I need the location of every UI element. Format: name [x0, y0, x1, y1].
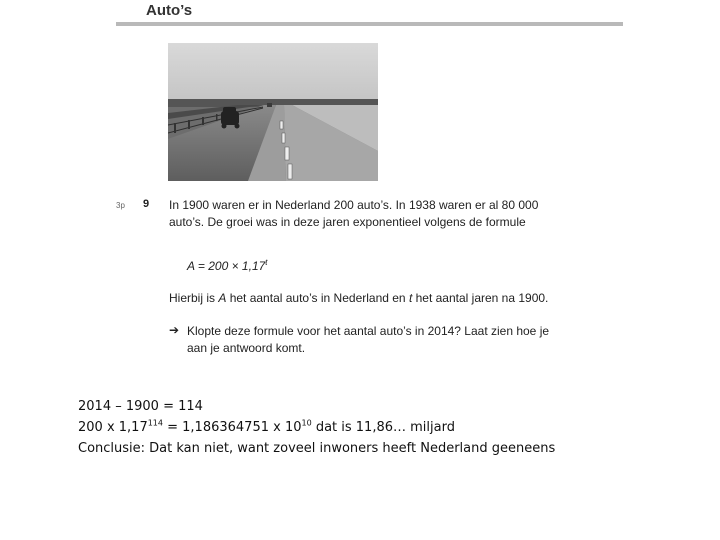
answer-line-2-part-c: dat is 11,86… miljard: [311, 420, 455, 435]
variable-explanation: [169, 291, 548, 305]
answer-line-2-part-a: 200 x 1,17: [78, 420, 148, 435]
answer-conclusion: Conclusie: Dat kan niet, want zoveel inwoners heeft Nederland geeneens: [78, 441, 556, 456]
where-middle: het aantal auto’s in Nederland en: [226, 291, 409, 305]
growth-formula: [187, 259, 268, 273]
question-task: Klopte deze formule voor het aantal auto’s in 2014? Laat zien hoe je aan je antwoord komt.: [187, 324, 550, 355]
formula-exponent: t: [265, 258, 268, 267]
answer-line-1: 2014 – 1900 = 114: [78, 399, 203, 414]
answer-exponent-2: 10: [301, 418, 312, 428]
where-variable-t: t: [408, 291, 413, 305]
question-number: 9: [143, 198, 150, 210]
question-intro: In 1900 waren er in Nederland 200 auto’s. In 1938 waren er al 80 000 auto’s. De groei was in deze jaren exponentieel volgens de formule: [169, 198, 539, 229]
question-points: 3p: [116, 201, 125, 210]
arrow-icon: ➔: [169, 323, 180, 337]
page-title: Auto’s: [146, 2, 193, 19]
highway-photo-image: [168, 43, 378, 181]
where-prefix: Hierbij is: [169, 291, 219, 305]
handwritten-answer: [78, 396, 708, 459]
answer-line-2-part-b: = 1,186364751 x 10: [163, 420, 302, 435]
title-divider: [116, 22, 623, 26]
where-variable-a: A: [218, 291, 227, 305]
answer-exponent-1: 114: [147, 418, 163, 428]
formula-base: A = 200 × 1,17: [187, 259, 266, 273]
answer-line-2: [78, 417, 708, 438]
where-suffix: het aantal jaren na 1900.: [412, 291, 549, 305]
highway-photo: [168, 43, 378, 181]
